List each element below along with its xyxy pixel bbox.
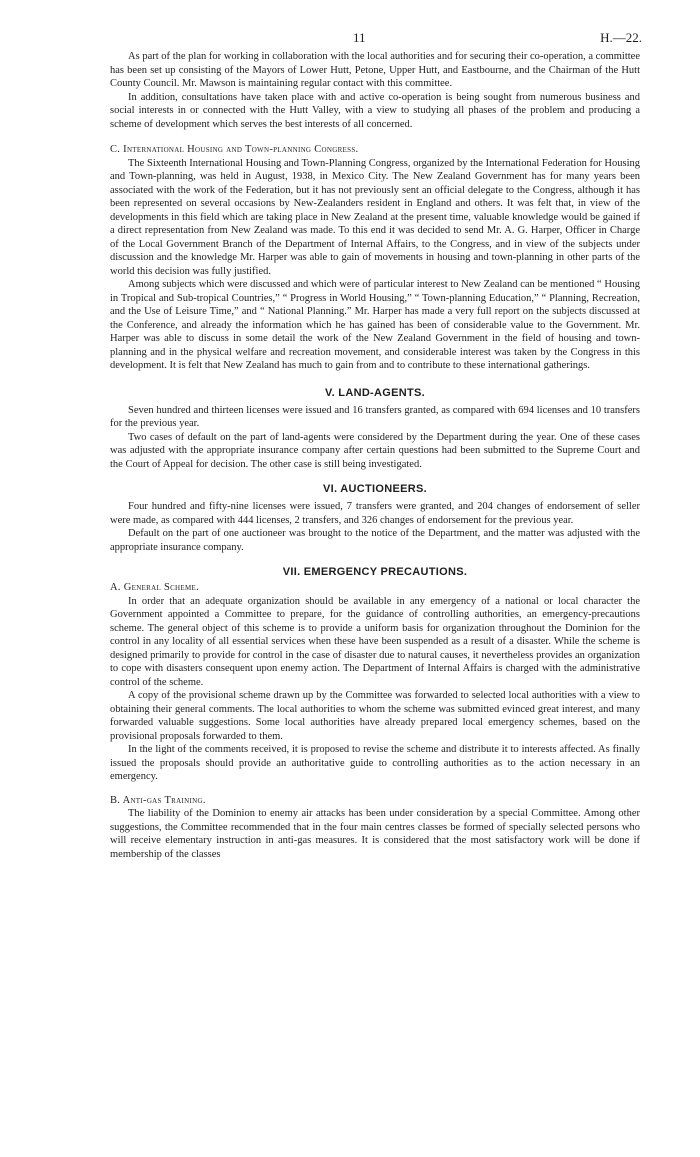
anti-gas-subsection — [110, 794, 640, 862]
emergency-section — [110, 566, 640, 861]
section-subheading: A. General Scheme. — [110, 582, 200, 593]
body-paragraph: Two cases of default on the part of land-agents were considered by the Department during the year. One of these cases was adjusted with the appropriate insurance company after certain questions had been submitted to the Supreme Court and the Court of Appeal for decision. The other case is still being investigated. — [110, 431, 640, 470]
auctioneers-section — [110, 483, 640, 554]
general-scheme-subsection — [110, 581, 640, 784]
body-paragraph: Default on the part of one auctioneer was brought to the notice of the Department, and the matter was adjusted with the appropriate insurance company. — [110, 528, 640, 553]
section-subheading: C. International Housing and Town-planning Congress. — [110, 144, 359, 155]
section-title: VII. EMERGENCY PRECAUTIONS. — [282, 566, 468, 578]
body-paragraph: In addition, consultations have taken place with and active co-operation is being sought from numerous business and social interests in or connected with the Hutt Valley, with a view to studying all phases of the problem and producing a scheme of development which serves the best interests of all concerned. — [110, 91, 640, 130]
page-number: 11 — [353, 30, 366, 45]
body-paragraph: In order that an adequate organization should be available in any emergency of a national or local character the Government appointed a Committee to prepare, for the guidance of controlling authorities, an emergency-precautions scheme. The general object of this scheme is to provide a uniform basis for organization throughout the Dominion for the control in any locality of all essential services when these have been suspended as a result of a disaster. While the scheme is designed primarily to provide for control in the case of disaster due to natural causes, it nevertheless provides an organization to cope with disasters consequent upon enemy action. The Department of Internal Affairs is charged with the administrative control of the scheme. — [110, 595, 640, 688]
body-paragraph: The liability of the Dominion to enemy air attacks has been under consideration by a special Committee. Among other suggestions, the Committee recommended that in the four main centres classes be formed of specially selected persons who will receive elementary instruction in anti-gas measures. It is considered that the most satisfactory work will be done if membership of the classes — [110, 808, 640, 860]
intro-section — [110, 50, 640, 131]
document-reference: H.—22. — [600, 30, 642, 45]
body-paragraph: In the light of the comments received, it is proposed to revise the scheme and distribute it to interests affected. As finally issued the proposals should provide an authoritative guide to controlling authorities as to the action necessary in an emergency. — [110, 744, 640, 782]
body-paragraph: A copy of the provisional scheme drawn up by the Committee was forwarded to selected local authorities with a view to obtaining their general comments. The local authorities to whom the scheme was submitted evinced great interest, and many forwarded valuable suggestions. Some local authorities have already prepared local emergency schemes, based on the provisional proposals forwarded to them. — [110, 690, 640, 742]
section-title: V. LAND-AGENTS. — [324, 386, 426, 399]
land-agents-section — [110, 387, 640, 472]
housing-congress-section — [110, 143, 640, 373]
body-paragraph: As part of the plan for working in collaboration with the local authorities and for securing their co-operation, a committee has been set up consisting of the Mayors of Lower Hutt, Petone, Upper Hutt, and Eastbourne, and the Chairman of the Hutt County Council. Mr. Mawson is maintaining regular contact with this committee. — [110, 51, 640, 89]
section-title: VI. AUCTIONEERS. — [322, 483, 427, 495]
body-paragraph: The Sixteenth International Housing and Town-Planning Congress, organized by the International Federation for Housing and Town-planning, was held in August, 1938, in Mexico City. The New Zealand Government has for many years been associated with the work of the Federation, but it has not previously sent an official delegate to the Congress, although it has been represented on several occasions by New-Zealanders resident in England and others. It was felt that, in view of the developments in this field which are taking place in New Zealand at the present time, valuable knowledge would be gained if a direct representation from New Zealand was made. To this end it was decided to send Mr. A. G. Harper, Officer in Charge of the Local Government Branch of the Department of Internal Affairs, to the Congress, and in view of the subjects under discussion and the knowledge Mr. Harper was able to gain of movements in housing and town-planning in other parts of the world this decision was fully justified. — [110, 157, 640, 277]
body-paragraph: Seven hundred and thirteen licenses were issued and 16 transfers granted, as compared with 694 licenses and 10 transfers for the previous year. — [110, 404, 640, 429]
body-paragraph: Four hundred and fifty-nine licenses were issued, 7 transfers were granted, and 204 changes of endorsement of seller were made, as compared with 444 licenses, 2 transfers, and 326 changes of endorsement for the previous year. — [110, 501, 640, 526]
section-subheading: B. Anti-gas Training. — [110, 794, 206, 806]
page-header — [110, 30, 640, 52]
document-page — [110, 30, 640, 861]
body-paragraph: Among subjects which were discussed and which were of particular interest to New Zealand can be mentioned “ Housing in Tropical and Sub-tropical Countries,” “ Progress in World Housing,” “ Town-planning Education,” “ Planning, Recreation, and the Use of Leisure Time,” and “ National Planning.” Mr. Harper has made a very full report on the subjects discussed at the Conference, and already the information which he has gained has been of considerable value to the Government. Mr. Harper was able to discuss in some detail the work of the New Zealand Government in the field of housing and town-planning and in the physical welfare and recreation movement, and considerable interest was taken by the Congress in this development. It is felt that New Zealand has much to gain from and to contribute to these international gatherings. — [110, 279, 640, 371]
